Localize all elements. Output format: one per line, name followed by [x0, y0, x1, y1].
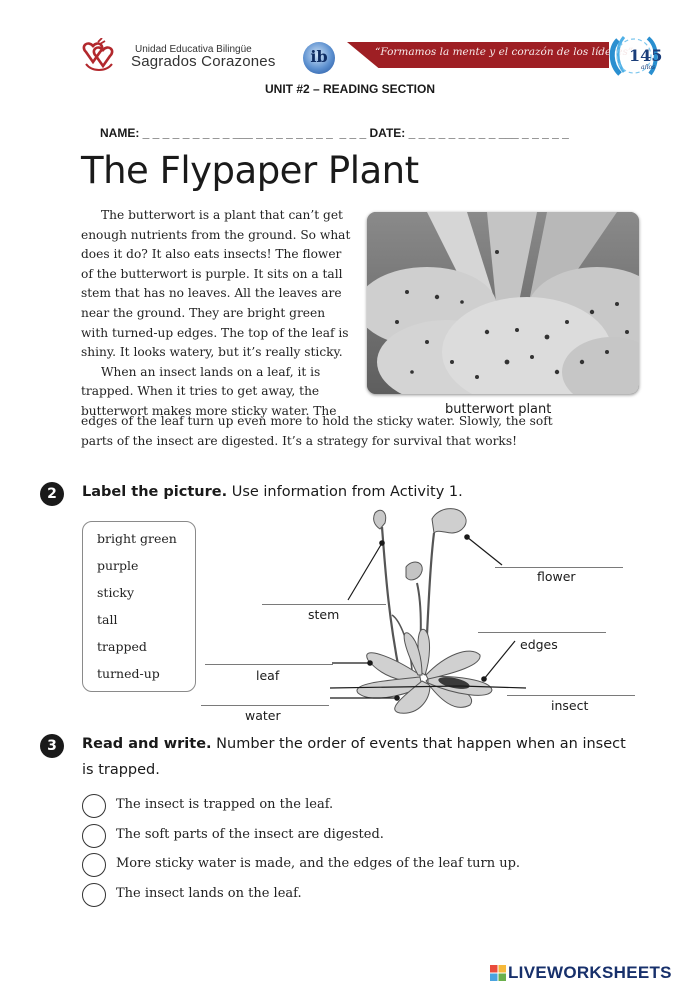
name-date-row [100, 126, 569, 140]
activity-3-instructions-line2: is trapped. [82, 762, 160, 778]
ib-logo-text: ib [310, 47, 328, 66]
stem-answer-line[interactable] [262, 604, 386, 605]
event-order-circle-1[interactable] [82, 794, 106, 818]
flower-label: flower [537, 569, 576, 584]
event-text: The soft parts of the insect are digested. [116, 827, 384, 842]
date-blank[interactable]: _ _ _ _ _ _ _ _ _ ___ _ _ _ _ _ [405, 126, 569, 140]
event-order-circle-2[interactable] [82, 824, 106, 848]
reading-title: The Flypaper Plant [81, 149, 419, 192]
word-bank [82, 521, 196, 692]
water-answer-line[interactable] [201, 705, 329, 706]
activity-2-number-badge: 2 [40, 482, 64, 506]
liveworksheets-blocks-icon [490, 965, 506, 981]
liveworksheets-brand-text: LIVEWORKSHEETS [508, 963, 672, 982]
reading-line: edges of the leaf turn up even more to hold the sticky water. Slowly, the soft [81, 414, 553, 428]
event-text: The insect is trapped on the leaf. [116, 797, 334, 812]
word-bank-item: purple [97, 558, 139, 573]
butterwort-photo-image [367, 212, 639, 394]
school-name-line1: Unidad Educativa Bilingüe [135, 44, 252, 55]
activity-2-heading-rest: Use information from Activity 1. [227, 484, 463, 500]
activity-2-heading-bold: Label the picture. [82, 484, 228, 500]
date-label: DATE: [369, 126, 406, 140]
stem-label: stem [308, 607, 340, 622]
unit-title: UNIT #2 – READING SECTION [264, 82, 436, 96]
leaf-answer-line[interactable] [205, 664, 333, 665]
word-bank-item: bright green [97, 531, 177, 546]
activity-3-heading-rest: Number the order of events that happen when an insect [211, 736, 626, 752]
anniversary-subtitle: años [641, 64, 656, 71]
photo-caption: butterwort plant [445, 402, 552, 417]
water-label: water [245, 708, 281, 723]
butterwort-plant-diagram [330, 505, 530, 715]
reading-line: of the butterwort is purple. It sits on a tall [81, 266, 343, 281]
reading-line: enough nutrients from the ground. So what [81, 227, 351, 242]
reading-line: shiny. It looks watery, but it’s really sticky. [81, 345, 343, 360]
reading-line: When an insect lands on a leaf, it is [101, 364, 321, 379]
word-bank-item: trapped [97, 639, 147, 654]
reading-line: stem that has no leaves. All the leaves are [81, 286, 342, 301]
word-bank-item: tall [97, 612, 118, 627]
anniversary-number: 145 [629, 46, 663, 65]
activity-3-heading-bold: Read and write. [82, 736, 212, 752]
reading-line: parts of the insect are digested. It’s a strategy for survival that works! [81, 433, 517, 448]
activity-3-instructions [82, 736, 626, 752]
reading-line: does it do? It also eats insects! The flower [81, 247, 342, 262]
activity-3-number-badge: 3 [40, 734, 64, 758]
edges-label: edges [520, 637, 558, 652]
flower-answer-line[interactable] [495, 567, 623, 568]
reading-paragraph-column [81, 206, 371, 422]
name-blank[interactable]: _ _ _ _ _ _ _ _ _ ___ _ _ _ _ _ _ _ _ _ _ _ [139, 126, 370, 140]
word-bank-item: turned-up [97, 666, 160, 681]
reading-line: The butterwort is a plant that can’t get [101, 208, 343, 222]
word-bank-item: sticky [97, 585, 135, 600]
reading-paragraph-full [81, 412, 641, 451]
ib-world-school-logo [303, 42, 335, 74]
school-hearts-logo [78, 38, 120, 74]
reading-line: trapped. When it tries to get away, the [81, 384, 320, 399]
name-label: NAME: [100, 126, 140, 140]
event-order-circle-3[interactable] [82, 853, 106, 877]
insect-label: insect [551, 698, 589, 713]
school-name-line2: Sagrados Corazones [131, 53, 276, 70]
reading-line: with turned-up edges. The top of the leaf is [81, 325, 349, 340]
event-text: More sticky water is made, and the edges of the leaf turn up. [116, 856, 521, 871]
leaf-label: leaf [256, 668, 280, 683]
activity-2-instructions [82, 484, 463, 500]
event-order-circle-4[interactable] [82, 883, 106, 907]
reading-line: butterwort makes more sticky water. The [81, 403, 337, 418]
motto-text: “Formamos la mente y el corazón de los líderes” [375, 46, 634, 58]
butterwort-photo [367, 212, 639, 394]
reading-line: near the ground. They are bright green [81, 305, 326, 320]
edges-answer-line[interactable] [478, 632, 606, 633]
event-text: The insect lands on the leaf. [116, 886, 302, 901]
insect-answer-line[interactable] [507, 695, 635, 696]
